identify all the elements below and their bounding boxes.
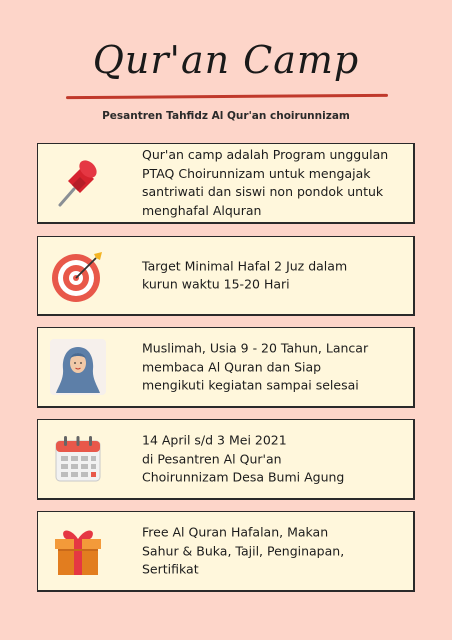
card-text: Target Minimal Hafal 2 Juz dalam kurun waktu 15-20 Hari — [142, 258, 348, 292]
card-text: Free Al Quran Hafalan, Makan Sahur & Buka, Tajil, Penginapan, Sertifikat — [142, 524, 345, 577]
card-text: Muslimah, Usia 9 - 20 Tahun, Lancar membaca Al Quran dan Siap mengikuti kegiatan sampai selesai — [142, 340, 369, 393]
push-pin-icon — [50, 155, 106, 211]
hijab-woman-icon — [50, 339, 106, 395]
info-card-program — [37, 143, 415, 224]
target-icon — [50, 248, 106, 304]
calendar-icon — [50, 431, 106, 487]
info-card-target — [37, 236, 415, 316]
page-subtitle: Pesantren Tahfidz Al Qur'an choirunnizam — [102, 110, 350, 122]
title-underline — [66, 94, 388, 99]
info-card-requirements — [37, 327, 415, 408]
gift-icon — [50, 523, 106, 579]
card-text: 14 April s/d 3 Mei 2021 di Pesantren Al Qur'an Choirunnizam Desa Bumi Agung — [142, 432, 345, 485]
info-card-schedule — [37, 419, 415, 500]
page-title: Qur'an Camp — [92, 38, 360, 82]
card-text: Qur'an camp adalah Program unggulan PTAQ Choirunnizam untuk mengajak santriwati dan siswi non pondok untuk menghafal Alquran — [142, 147, 389, 218]
info-card-benefits — [37, 511, 415, 592]
